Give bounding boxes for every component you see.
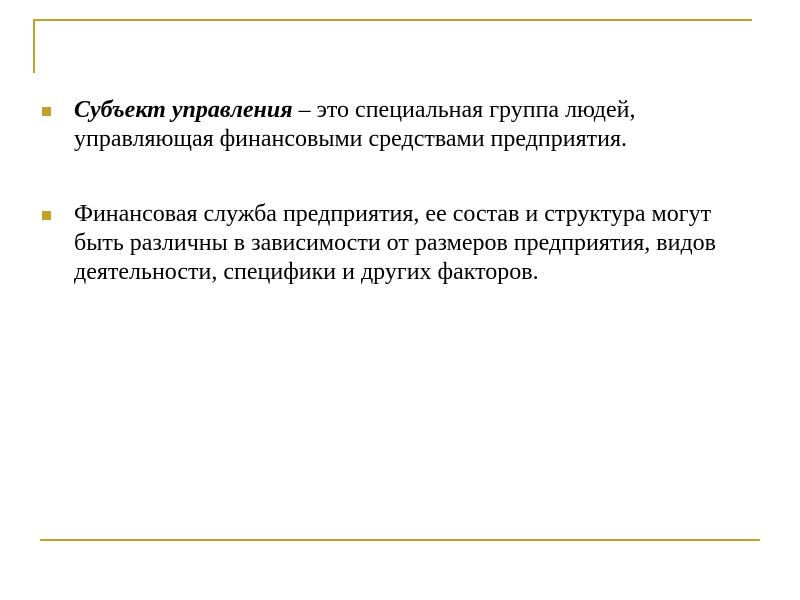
bullet-text: Финансовая служба предприятия, ее состав и структура могут быть различны в зависимости от размеров предприятия, видов деятельности, специфики и других факторов.: [74, 201, 717, 285]
bullet-item-financial-service: [40, 200, 740, 287]
bullet-text: – это специальная группа людей, управляющая финансовыми средствами предприятия.: [74, 97, 636, 152]
square-bullet-icon: [42, 107, 51, 116]
bullet-term: Субъект управления: [74, 97, 293, 123]
slide-body: [40, 96, 740, 333]
bullet-item-subject: [40, 96, 740, 154]
bottom-frame-line: [40, 539, 760, 541]
top-frame-line: [33, 19, 752, 21]
square-bullet-icon: [42, 211, 51, 220]
left-frame-line: [33, 19, 35, 73]
